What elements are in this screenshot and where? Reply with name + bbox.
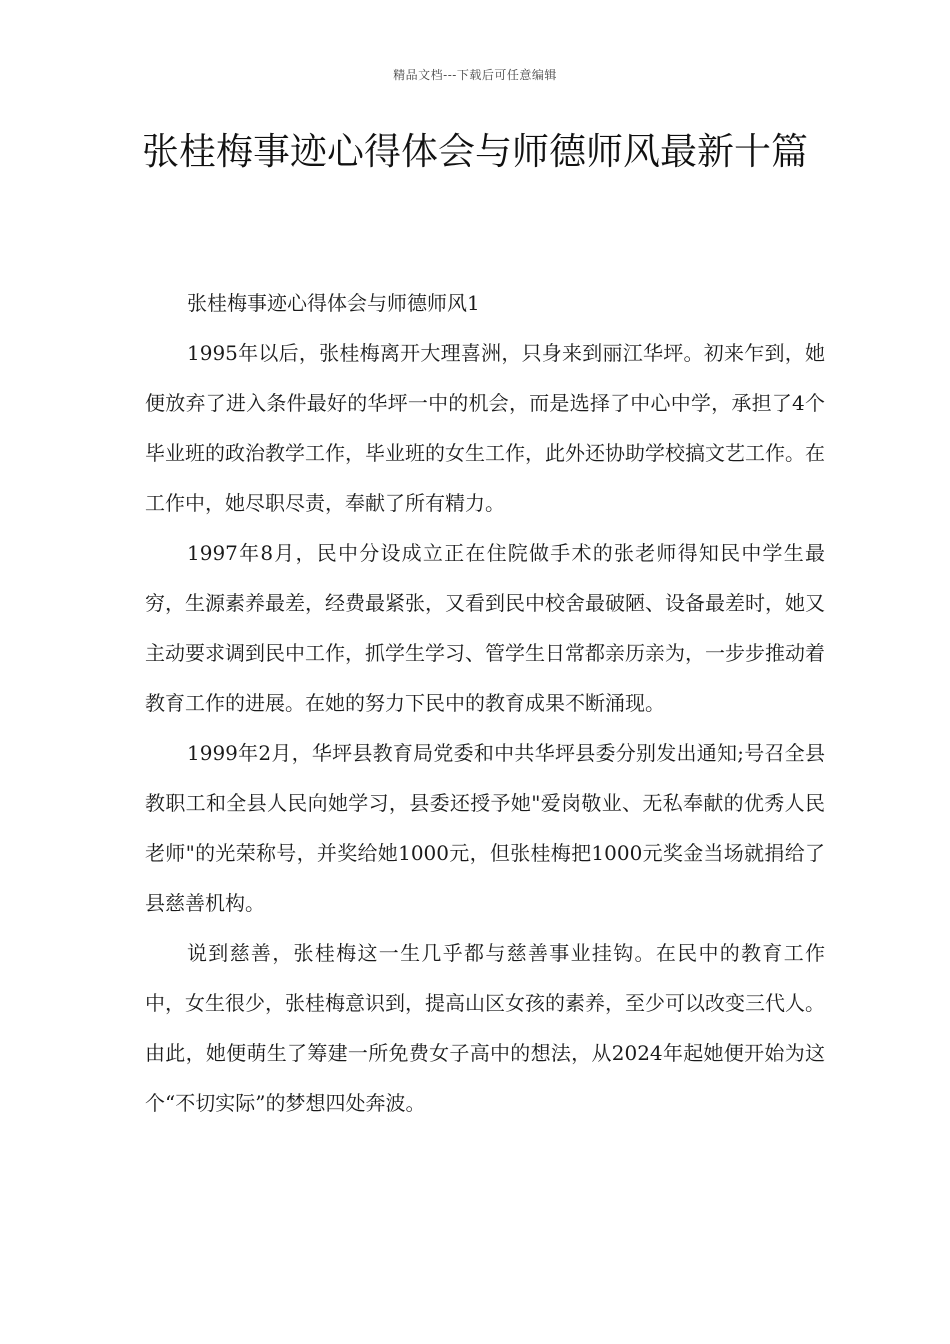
document-body xyxy=(145,278,825,1128)
document-title: 张桂梅事迹心得体会与师德师风最新十篇 xyxy=(142,130,808,173)
section-heading: 张桂梅事迹心得体会与师德师风1 xyxy=(187,291,480,315)
paragraph: 说到慈善，张桂梅这一生几乎都与慈善事业挂钩。在民中的教育工作中，女生很少，张桂梅意识到，提高山区女孩的素养，至少可以改变三代人。由此，她便萌生了筹建一所免费女子高中的想法，从2024年起她便开始为这个“不切实际”的梦想四处奔波。 xyxy=(145,941,825,1115)
paragraph: 1997年8月，民中分设成立正在住院做手术的张老师得知民中学生最穷，生源素养最差，经费最紧张，又看到民中校舍最破陋、设备最差时，她又主动要求调到民中工作，抓学生学习、管学生日常都亲历亲为，一步步推动着教育工作的进展。在她的努力下民中的教育成果不断涌现。 xyxy=(145,541,825,715)
paragraph: 1995年以后，张桂梅离开大理喜洲，只身来到丽江华坪。初来乍到，她便放弃了进入条件最好的华坪一中的机会，而是选择了中心中学，承担了4个毕业班的政治教学工作，毕业班的女生工作，此外还协助学校搞文艺工作。在工作中，她尽职尽责，奉献了所有精力。 xyxy=(145,341,825,515)
header-note: 精品文档---下载后可任意编辑 xyxy=(393,68,557,82)
paragraph: 1999年2月，华坪县教育局党委和中共华坪县委分别发出通知;号召全县教职工和全县人民向她学习，县委还授予她"爱岗敬业、无私奉献的优秀人民老师"的光荣称号，并奖给她1000元，但张桂梅把1000元奖金当场就捐给了县慈善机构。 xyxy=(145,741,825,915)
